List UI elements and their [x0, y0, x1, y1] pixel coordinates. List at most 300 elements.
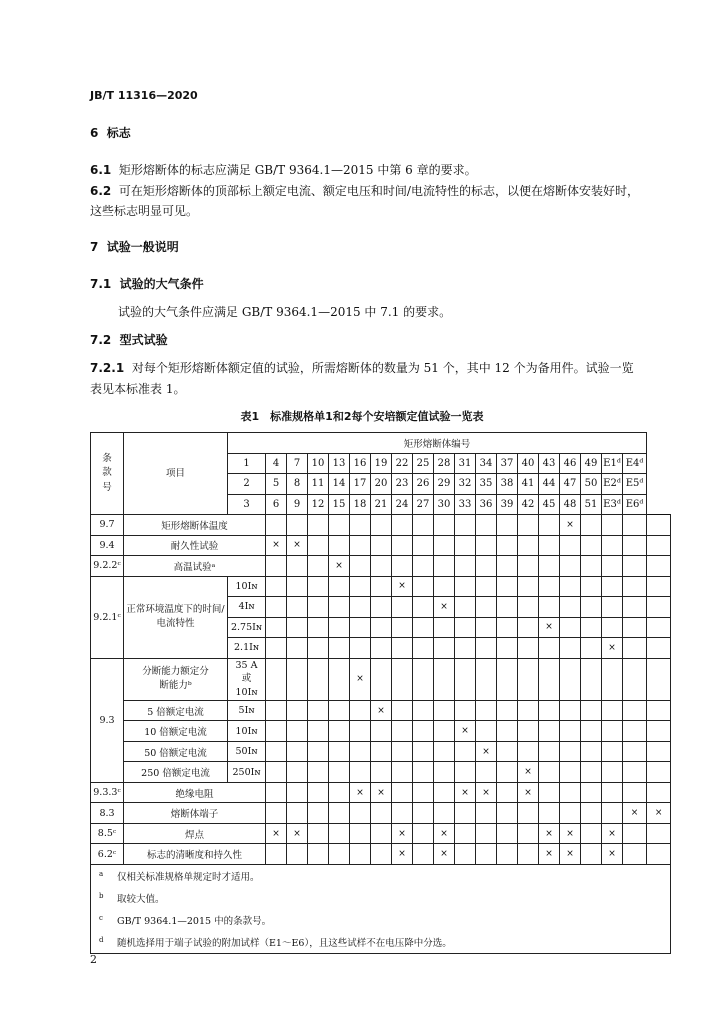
table-row — [91, 741, 671, 762]
table-row — [91, 803, 671, 824]
sample-number: 39 — [497, 494, 518, 515]
empty-cell — [266, 762, 287, 783]
empty-cell — [455, 844, 476, 865]
empty-cell — [392, 597, 413, 618]
empty-cell — [623, 515, 647, 536]
sample-number: 43 — [539, 453, 560, 474]
item-group-cell: 正常环境温度下的时间/电流特性 — [124, 576, 228, 658]
empty-cell — [350, 535, 371, 556]
empty-cell — [392, 556, 413, 577]
sample-number: 8 — [287, 474, 308, 495]
sample-number: 31 — [455, 453, 476, 474]
sample-number: 29 — [434, 474, 455, 495]
header-sample-group: 矩形熔断体编号 — [228, 433, 647, 454]
test-mark: × — [434, 844, 455, 865]
sample-number: 11 — [308, 474, 329, 495]
empty-cell — [308, 658, 329, 700]
empty-cell — [560, 700, 581, 721]
clause-cell: 8.5ᶜ — [91, 823, 124, 844]
empty-cell — [539, 741, 560, 762]
empty-cell — [560, 721, 581, 742]
empty-cell — [371, 597, 392, 618]
table-row — [91, 700, 671, 721]
empty-cell — [455, 617, 476, 638]
empty-cell — [539, 803, 560, 824]
clause-cell: 9.4 — [91, 535, 124, 556]
empty-cell — [308, 556, 329, 577]
empty-cell — [350, 556, 371, 577]
empty-cell — [539, 556, 560, 577]
empty-cell — [518, 576, 539, 597]
sample-number: 45 — [539, 494, 560, 515]
empty-cell — [434, 803, 455, 824]
empty-cell — [434, 638, 455, 659]
empty-cell — [266, 617, 287, 638]
condition-cell: 4Iɴ — [228, 597, 266, 618]
table-header-row — [91, 433, 671, 454]
empty-cell — [581, 700, 602, 721]
sample-number: 46 — [560, 453, 581, 474]
empty-cell — [560, 658, 581, 700]
empty-cell — [308, 823, 329, 844]
empty-cell — [602, 597, 623, 618]
test-mark: × — [287, 823, 308, 844]
test-mark: × — [434, 597, 455, 618]
empty-cell — [287, 721, 308, 742]
empty-cell — [518, 515, 539, 536]
test-mark: × — [623, 803, 647, 824]
empty-cell — [560, 741, 581, 762]
empty-cell — [266, 721, 287, 742]
test-schedule-table — [90, 432, 671, 954]
empty-cell — [623, 638, 647, 659]
sample-number: 10 — [308, 453, 329, 474]
sample-number: 24 — [392, 494, 413, 515]
empty-cell — [308, 741, 329, 762]
table-row — [91, 658, 671, 700]
para-7-2-1-line1 — [90, 359, 634, 376]
empty-cell — [647, 658, 671, 700]
sample-number: 50 — [581, 474, 602, 495]
empty-cell — [287, 700, 308, 721]
sample-number: 41 — [518, 474, 539, 495]
section-7-heading — [90, 238, 179, 255]
empty-cell — [266, 803, 287, 824]
clause-cell: 9.2.1ᶜ — [91, 576, 124, 658]
para-6-2-number: 6.2 — [90, 184, 112, 198]
empty-cell — [287, 617, 308, 638]
sample-number: 6 — [266, 494, 287, 515]
sample-number: 36 — [476, 494, 497, 515]
empty-cell — [329, 823, 350, 844]
table-note — [99, 931, 670, 953]
empty-cell — [476, 556, 497, 577]
empty-cell — [497, 535, 518, 556]
empty-cell — [539, 658, 560, 700]
empty-cell — [647, 844, 671, 865]
table-row — [91, 823, 671, 844]
empty-cell — [560, 576, 581, 597]
empty-cell — [392, 638, 413, 659]
standard-code: JB/T 11316—2020 — [90, 89, 198, 102]
empty-cell — [560, 556, 581, 577]
test-mark: × — [371, 782, 392, 803]
empty-cell — [329, 658, 350, 700]
sample-number: 27 — [413, 494, 434, 515]
empty-cell — [371, 823, 392, 844]
sample-number: 37 — [497, 453, 518, 474]
note-key: b — [99, 891, 104, 900]
test-mark: × — [602, 638, 623, 659]
empty-cell — [455, 658, 476, 700]
note-text: 仅相关标准规格单规定时才适用。 — [117, 871, 260, 883]
section-7-2-heading — [90, 331, 168, 348]
empty-cell — [455, 823, 476, 844]
empty-cell — [560, 535, 581, 556]
empty-cell — [392, 803, 413, 824]
clause-cell: 9.7 — [91, 515, 124, 536]
section-7-1-title: 试验的大气条件 — [119, 277, 204, 291]
section-7-2-number: 7.2 — [90, 333, 112, 347]
section-7-title: 试验一般说明 — [106, 240, 179, 254]
empty-cell — [518, 823, 539, 844]
test-mark: × — [266, 535, 287, 556]
empty-cell — [287, 844, 308, 865]
empty-cell — [623, 762, 647, 783]
empty-cell — [497, 638, 518, 659]
empty-cell — [329, 515, 350, 536]
empty-cell — [392, 700, 413, 721]
empty-cell — [602, 535, 623, 556]
empty-cell — [413, 741, 434, 762]
empty-cell — [413, 823, 434, 844]
empty-cell — [350, 803, 371, 824]
para-6-2-line1 — [90, 182, 639, 199]
empty-cell — [266, 556, 287, 577]
header-item: 项目 — [124, 433, 228, 515]
condition-cell: 2.75Iɴ — [228, 617, 266, 638]
empty-cell — [371, 515, 392, 536]
empty-cell — [434, 576, 455, 597]
empty-cell — [560, 803, 581, 824]
section-7-1-heading — [90, 275, 204, 292]
table-caption: 表1 标准规格单1和2每个安培额定值试验一览表 — [240, 410, 484, 423]
empty-cell — [647, 721, 671, 742]
sample-number: 17 — [350, 474, 371, 495]
empty-cell — [392, 515, 413, 536]
sample-number: 30 — [434, 494, 455, 515]
test-mark: × — [392, 823, 413, 844]
clause-cell: 8.3 — [91, 803, 124, 824]
empty-cell — [455, 638, 476, 659]
empty-cell — [560, 782, 581, 803]
sample-number: 20 — [371, 474, 392, 495]
empty-cell — [329, 700, 350, 721]
empty-cell — [287, 658, 308, 700]
test-mark: × — [434, 823, 455, 844]
empty-cell — [623, 556, 647, 577]
section-7-1-number: 7.1 — [90, 277, 112, 291]
empty-cell — [266, 658, 287, 700]
empty-cell — [455, 535, 476, 556]
empty-cell — [392, 535, 413, 556]
empty-cell — [602, 556, 623, 577]
empty-cell — [287, 556, 308, 577]
empty-cell — [602, 741, 623, 762]
item-cell: 耐久性试验 — [124, 535, 266, 556]
empty-cell — [647, 556, 671, 577]
item-cell: 标志的清晰度和持久性 — [124, 844, 266, 865]
empty-cell — [392, 782, 413, 803]
table-row — [91, 576, 671, 597]
empty-cell — [413, 638, 434, 659]
sample-number: 9 — [287, 494, 308, 515]
empty-cell — [287, 741, 308, 762]
para-7-2-1-number: 7.2.1 — [90, 361, 125, 375]
empty-cell — [413, 515, 434, 536]
empty-cell — [581, 556, 602, 577]
empty-cell — [350, 844, 371, 865]
empty-cell — [266, 576, 287, 597]
empty-cell — [476, 844, 497, 865]
sample-number: E2ᵈ — [602, 474, 623, 495]
empty-cell — [497, 762, 518, 783]
empty-cell — [266, 782, 287, 803]
empty-cell — [647, 617, 671, 638]
sample-number: 2 — [228, 474, 266, 495]
sample-number: E4ᵈ — [623, 453, 647, 474]
empty-cell — [602, 700, 623, 721]
empty-cell — [434, 721, 455, 742]
empty-cell — [434, 556, 455, 577]
empty-cell — [371, 658, 392, 700]
empty-cell — [476, 721, 497, 742]
empty-cell — [455, 515, 476, 536]
empty-cell — [455, 700, 476, 721]
empty-cell — [350, 617, 371, 638]
header-clause — [91, 433, 124, 515]
empty-cell — [287, 576, 308, 597]
empty-cell — [329, 576, 350, 597]
item-cell: 绝缘电阻 — [124, 782, 266, 803]
empty-cell — [434, 762, 455, 783]
sample-number: 51 — [581, 494, 602, 515]
empty-cell — [497, 823, 518, 844]
empty-cell — [623, 823, 647, 844]
empty-cell — [329, 617, 350, 638]
test-mark: × — [560, 844, 581, 865]
empty-cell — [476, 762, 497, 783]
sample-number: 49 — [581, 453, 602, 474]
empty-cell — [329, 721, 350, 742]
sample-number: 5 — [266, 474, 287, 495]
empty-cell — [371, 762, 392, 783]
empty-cell — [602, 762, 623, 783]
empty-cell — [350, 597, 371, 618]
item-cell: 熔断体端子 — [124, 803, 266, 824]
test-mark: × — [518, 762, 539, 783]
sample-number: 47 — [560, 474, 581, 495]
empty-cell — [539, 700, 560, 721]
item-cell: 高温试验ᵃ — [124, 556, 266, 577]
empty-cell — [497, 741, 518, 762]
note-key: a — [99, 869, 104, 878]
empty-cell — [350, 823, 371, 844]
section-6-number: 6 — [90, 126, 99, 140]
empty-cell — [581, 803, 602, 824]
note-key: d — [99, 936, 104, 945]
empty-cell — [434, 617, 455, 638]
empty-cell — [581, 782, 602, 803]
test-mark: × — [392, 844, 413, 865]
sample-number: 42 — [518, 494, 539, 515]
empty-cell — [647, 638, 671, 659]
empty-cell — [287, 638, 308, 659]
empty-cell — [392, 617, 413, 638]
item-cell: 5 倍额定电流 — [124, 700, 228, 721]
empty-cell — [623, 721, 647, 742]
sample-number: 1 — [228, 453, 266, 474]
empty-cell — [581, 515, 602, 536]
empty-cell — [308, 597, 329, 618]
empty-cell — [647, 782, 671, 803]
empty-cell — [413, 617, 434, 638]
empty-cell — [539, 576, 560, 597]
sample-number: 25 — [413, 453, 434, 474]
test-mark: × — [371, 700, 392, 721]
empty-cell — [518, 721, 539, 742]
empty-cell — [623, 741, 647, 762]
sample-number: 40 — [518, 453, 539, 474]
empty-cell — [539, 782, 560, 803]
test-mark: × — [647, 803, 671, 824]
empty-cell — [602, 721, 623, 742]
empty-cell — [602, 803, 623, 824]
empty-cell — [434, 658, 455, 700]
empty-cell — [308, 782, 329, 803]
empty-cell — [497, 803, 518, 824]
empty-cell — [539, 721, 560, 742]
condition-cell: 5Iɴ — [228, 700, 266, 721]
sample-number: 21 — [371, 494, 392, 515]
empty-cell — [329, 597, 350, 618]
empty-cell — [287, 803, 308, 824]
empty-cell — [476, 576, 497, 597]
empty-cell — [413, 597, 434, 618]
sample-number: 12 — [308, 494, 329, 515]
empty-cell — [560, 762, 581, 783]
empty-cell — [602, 576, 623, 597]
clause-cell: 9.3 — [91, 658, 124, 782]
empty-cell — [581, 823, 602, 844]
empty-cell — [518, 803, 539, 824]
test-mark: × — [287, 535, 308, 556]
empty-cell — [329, 782, 350, 803]
empty-cell — [329, 803, 350, 824]
empty-cell — [560, 638, 581, 659]
empty-cell — [602, 617, 623, 638]
empty-cell — [413, 803, 434, 824]
empty-cell — [581, 535, 602, 556]
empty-cell — [497, 700, 518, 721]
test-mark: × — [560, 823, 581, 844]
empty-cell — [329, 762, 350, 783]
empty-cell — [308, 762, 329, 783]
empty-cell — [581, 844, 602, 865]
table-notes — [91, 864, 671, 954]
section-6-title: 标志 — [106, 126, 131, 140]
empty-cell — [581, 658, 602, 700]
empty-cell — [647, 700, 671, 721]
empty-cell — [413, 576, 434, 597]
empty-cell — [647, 597, 671, 618]
para-7-2-1-text: 对每个矩形熔断体额定值的试验，所需熔断体的数量为 51 个，其中 12 个为备用件。试验一览 — [131, 361, 634, 375]
sample-number: 35 — [476, 474, 497, 495]
empty-cell — [581, 721, 602, 742]
empty-cell — [434, 515, 455, 536]
empty-cell — [392, 658, 413, 700]
empty-cell — [371, 617, 392, 638]
sample-number: 13 — [329, 453, 350, 474]
empty-cell — [647, 576, 671, 597]
test-mark: × — [392, 576, 413, 597]
empty-cell — [455, 803, 476, 824]
sample-number: 33 — [455, 494, 476, 515]
empty-cell — [455, 741, 476, 762]
empty-cell — [329, 844, 350, 865]
section-6-heading — [90, 124, 131, 141]
page-number: 2 — [90, 953, 97, 966]
empty-cell — [350, 576, 371, 597]
empty-cell — [623, 617, 647, 638]
table-row — [91, 844, 671, 865]
condition-cell: 10Iɴ — [228, 721, 266, 742]
para-6-2-line2: 这些标志明显可见。 — [90, 204, 199, 218]
empty-cell — [287, 597, 308, 618]
item-cell: 50 倍额定电流 — [124, 741, 228, 762]
empty-cell — [497, 782, 518, 803]
empty-cell — [413, 658, 434, 700]
sample-number: 48 — [560, 494, 581, 515]
empty-cell — [647, 515, 671, 536]
table-notes-row — [91, 864, 671, 954]
empty-cell — [308, 535, 329, 556]
table-row — [91, 535, 671, 556]
empty-cell — [287, 762, 308, 783]
test-mark: × — [539, 823, 560, 844]
empty-cell — [308, 638, 329, 659]
empty-cell — [497, 844, 518, 865]
item-cell: 焊点 — [124, 823, 266, 844]
empty-cell — [581, 762, 602, 783]
empty-cell — [623, 535, 647, 556]
para-7-2-1-line2: 表见本标准表 1。 — [90, 382, 186, 396]
note-text: GB/T 9364.1—2015 中的条款号。 — [117, 916, 272, 928]
empty-cell — [329, 638, 350, 659]
empty-cell — [602, 658, 623, 700]
empty-cell — [371, 556, 392, 577]
empty-cell — [434, 535, 455, 556]
empty-cell — [476, 658, 497, 700]
sample-number: 14 — [329, 474, 350, 495]
test-mark: × — [455, 782, 476, 803]
test-mark: × — [350, 658, 371, 700]
header-clause-text: 条款号 — [102, 453, 112, 493]
empty-cell — [476, 515, 497, 536]
condition-cell: 2.1Iɴ — [228, 638, 266, 659]
para-7-1: 试验的大气条件应满足 GB/T 9364.1—2015 中 7.1 的要求。 — [118, 305, 452, 319]
empty-cell — [518, 597, 539, 618]
